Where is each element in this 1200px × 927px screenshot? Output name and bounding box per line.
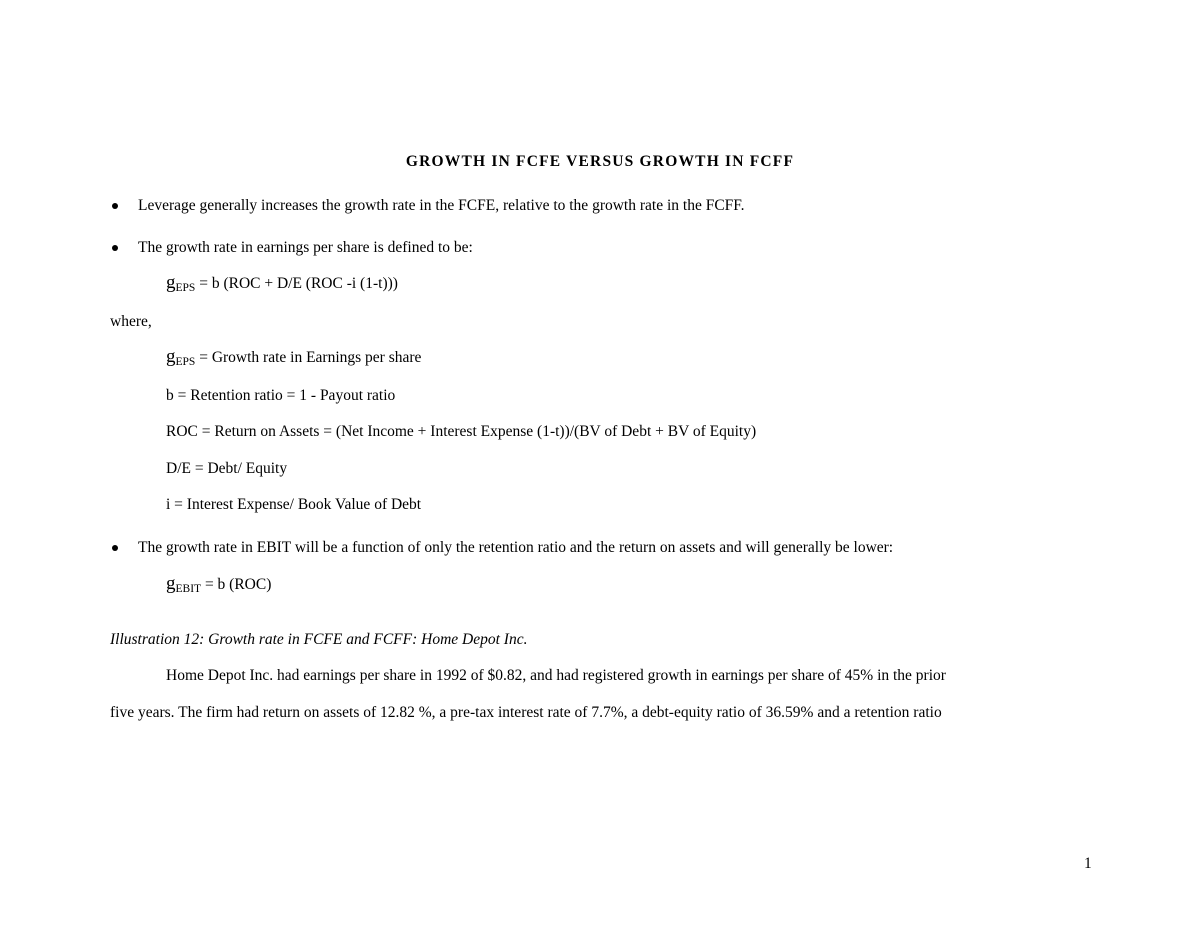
formula-eps-subscript: EPS (175, 282, 196, 294)
formula-ebit-rhs: = b (ROC) (201, 576, 272, 593)
formula-ebit (166, 574, 271, 593)
definition-geps-symbol: g (166, 346, 176, 367)
bullet-1-marker (112, 203, 118, 209)
bullet-3-text: The growth rate in EBIT will be a function of only the retention ratio and the return on assets and will generally be lower: (138, 539, 894, 556)
definition-de: D/E = Debt/ Equity (166, 460, 288, 477)
definition-geps (166, 347, 421, 366)
definition-geps-rhs: = Growth rate in Earnings per share (195, 349, 422, 366)
formula-ebit-subscript: EBIT (175, 583, 202, 595)
page-number: 1 (1084, 855, 1092, 872)
definition-b: b = Retention ratio = 1 - Payout ratio (166, 387, 396, 404)
formula-ebit-symbol: g (166, 573, 176, 594)
page-title: GROWTH IN FCFE VERSUS GROWTH IN FCFF (405, 153, 795, 170)
bullet-2-text: The growth rate in earnings per share is defined to be: (138, 239, 473, 256)
definition-i: i = Interest Expense/ Book Value of Debt (166, 496, 422, 513)
illustration-title: Illustration 12: Growth rate in FCFE and FCFF: Home Depot Inc. (110, 631, 528, 648)
where-label: where, (110, 313, 152, 330)
paragraph-line-2: five years. The firm had return on assets of 12.82 %, a pre-tax interest rate of 7.7%, a debt-equity ratio of 36.59% and a retention ratio (110, 704, 942, 721)
formula-eps-symbol: g (166, 272, 176, 293)
bullet-1-text: Leverage generally increases the growth rate in the FCFE, relative to the growth rate in the FCFF. (138, 197, 745, 214)
definition-geps-subscript: EPS (175, 356, 196, 368)
bullet-3-marker (112, 545, 118, 551)
paragraph-line-1: Home Depot Inc. had earnings per share in 1992 of $0.82, and had registered growth in earnings per share of 45% in the prior (166, 667, 946, 684)
formula-eps (166, 273, 398, 292)
definition-roc: ROC = Return on Assets = (Net Income + Interest Expense (1-t))/(BV of Debt + BV of Equity) (166, 423, 757, 440)
formula-eps-rhs: = b (ROC + D/E (ROC -i (1-t))) (195, 275, 398, 292)
bullet-2-marker (112, 245, 118, 251)
